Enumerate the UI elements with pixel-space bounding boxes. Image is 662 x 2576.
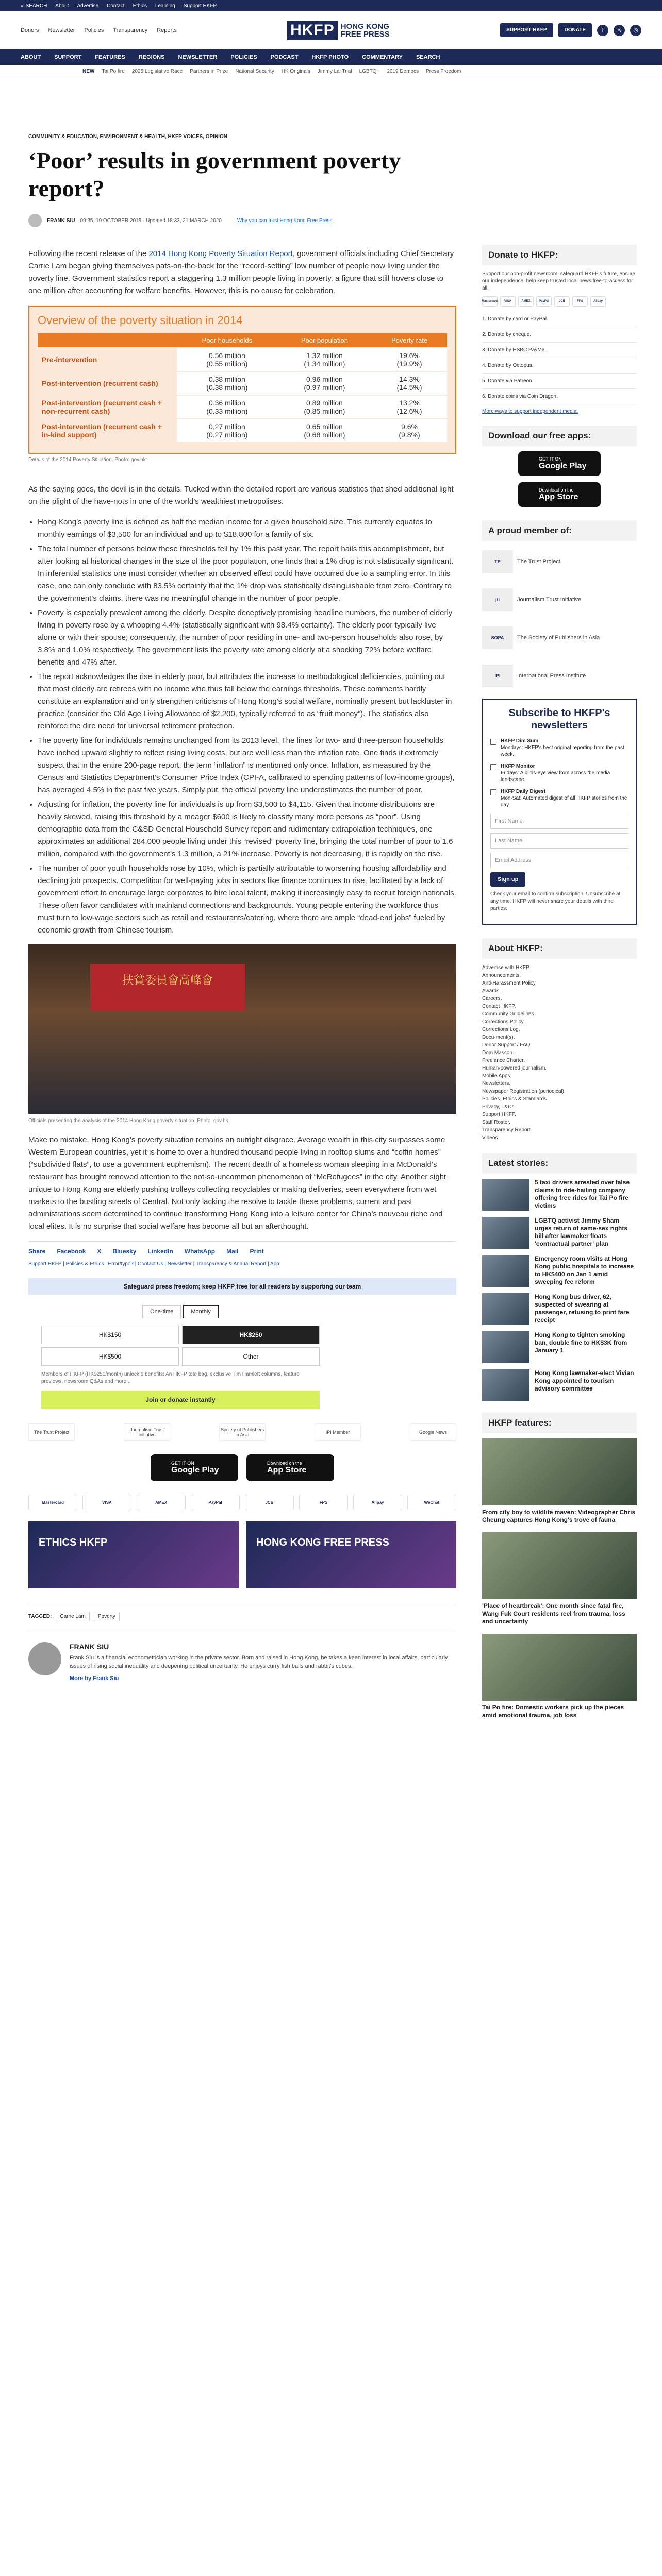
col-header: Poor population bbox=[277, 333, 372, 348]
newsletter-signup bbox=[482, 699, 637, 925]
mastercard-icon: Mastercard bbox=[28, 1495, 77, 1510]
about-link[interactable]: Policies, Ethics & Standards. bbox=[482, 1096, 548, 1102]
visa-icon: VISA bbox=[82, 1495, 131, 1510]
about-link[interactable]: Freelance Charter. bbox=[482, 1058, 525, 1063]
nav-photo[interactable]: HKFP PHOTO bbox=[311, 54, 349, 60]
about-heading: About HKFP: bbox=[482, 938, 637, 959]
author-name[interactable]: FRANK SIU bbox=[70, 1642, 109, 1651]
freq-monthly[interactable]: Monthly bbox=[183, 1305, 219, 1318]
trend-link[interactable]: HK Originals bbox=[281, 69, 310, 74]
article bbox=[28, 134, 456, 1683]
trend-link[interactable]: Jimmy Lai Trial bbox=[317, 69, 352, 74]
header-link-donors[interactable]: Donors bbox=[21, 27, 39, 33]
signup-button[interactable]: Sign up bbox=[490, 872, 525, 887]
alipay-icon: Alipay bbox=[590, 296, 606, 307]
share-label: Share bbox=[28, 1248, 46, 1255]
signup-note: Check your email to confirm subscription. Unsubscribe at any time. HKFP will never share your details with third parties. bbox=[490, 891, 621, 911]
chart-title: Overview of the poverty situation in 2014 bbox=[38, 314, 243, 327]
table-row bbox=[38, 371, 447, 395]
about-link[interactable]: Staff Roster. bbox=[482, 1120, 510, 1125]
amex-icon: AMEX bbox=[137, 1495, 186, 1510]
table-row bbox=[38, 348, 447, 371]
more-by-author-link[interactable]: More by Frank Siu bbox=[70, 1675, 119, 1682]
visa-icon: VISA bbox=[500, 296, 516, 307]
amex-icon: AMEX bbox=[518, 296, 534, 307]
member-item[interactable]: jti Journalism Trust Initiative bbox=[482, 584, 637, 615]
google-play-button[interactable]: GET IT ON Google Play bbox=[518, 451, 601, 476]
nav-newsletter[interactable]: NEWSLETTER bbox=[178, 54, 218, 60]
col-header: Poor households bbox=[177, 333, 277, 348]
first-name-field[interactable]: First Name bbox=[490, 814, 628, 829]
row-label: Post-intervention (recurrent cash + non-recurrent cash) bbox=[38, 395, 177, 419]
google-news-logo[interactable]: Google News bbox=[410, 1423, 456, 1441]
photo-banner: 扶貧委員會高峰會 bbox=[90, 964, 245, 1011]
header-link-newsletter[interactable]: Newsletter bbox=[48, 27, 75, 33]
share-bluesky[interactable]: Bluesky bbox=[112, 1248, 137, 1255]
new-label: NEW bbox=[82, 69, 95, 74]
about-link[interactable]: Newspaper Registration (periodical). bbox=[482, 1089, 566, 1094]
story-item[interactable]: LGBTQ activist Jimmy Sham urges return of same-sex rights bill after lawmaker floats 'contractual partner' plan bbox=[482, 1217, 637, 1249]
sopa-logo[interactable]: Society of Publishers in Asia bbox=[219, 1423, 266, 1441]
member-item[interactable]: IPI International Press Institute bbox=[482, 660, 637, 691]
x-icon[interactable]: 𝕏 bbox=[614, 25, 625, 36]
about-link[interactable]: Transparency Report. bbox=[482, 1127, 532, 1133]
share-x[interactable]: X bbox=[97, 1248, 102, 1255]
join-button[interactable]: Join or donate instantly bbox=[41, 1391, 320, 1409]
trend-link[interactable]: National Security bbox=[235, 69, 274, 74]
donate-option[interactable]: 1. Donate by card or PayPal. bbox=[482, 312, 637, 327]
header-link-policies[interactable]: Policies bbox=[84, 27, 104, 33]
amount-option-selected[interactable]: HK$250 bbox=[182, 1326, 320, 1344]
latest-heading: Latest stories: bbox=[482, 1153, 637, 1174]
table-cell: 0.65 million (0.68 million) bbox=[277, 419, 372, 442]
support-button[interactable]: SUPPORT HKFP bbox=[500, 23, 553, 37]
sidebar-payment-icons bbox=[482, 296, 637, 307]
ipi-logo[interactable]: IPI Member bbox=[315, 1423, 361, 1441]
story-thumbnail bbox=[482, 1255, 529, 1287]
feature-image bbox=[482, 1532, 637, 1599]
instagram-icon[interactable]: ◎ bbox=[630, 25, 641, 36]
nav-search[interactable]: SEARCH bbox=[416, 54, 440, 60]
header-actions bbox=[500, 23, 641, 37]
story-item[interactable]: Hong Kong to tighten smoking ban, double fine to HK$3K from January 1 bbox=[482, 1331, 637, 1363]
tags-label: TAGGED: bbox=[28, 1614, 52, 1619]
tag-list bbox=[28, 1604, 456, 1621]
top-link-learning[interactable]: Learning bbox=[155, 3, 175, 9]
story-item[interactable]: Hong Kong bus driver, 62, suspected of swearing at passenger, refusing to print fare receipt bbox=[482, 1293, 637, 1325]
nav-podcast[interactable]: PODCAST bbox=[270, 54, 299, 60]
nav-about[interactable]: ABOUT bbox=[21, 54, 41, 60]
top-link-support[interactable]: Support HKFP bbox=[183, 3, 217, 9]
mastercard-icon: Mastercard bbox=[482, 296, 498, 307]
share-mail[interactable]: Mail bbox=[226, 1248, 239, 1255]
feature-item[interactable]: 'Place of heartbreak': One month since fatal fire, Wang Fuk Court residents reel from trauma, loss and uncertainty bbox=[482, 1532, 637, 1625]
donation-widget bbox=[41, 1305, 320, 1409]
image-caption: Details of the 2014 Poverty Situation. Photo: gov.hk. bbox=[28, 457, 147, 463]
nav-policies[interactable]: POLICIES bbox=[230, 54, 257, 60]
features-list bbox=[482, 1438, 637, 1719]
author-avatar bbox=[28, 1642, 61, 1675]
row-label: Post-intervention (recurrent cash + in-kind support) bbox=[38, 419, 177, 442]
amount-option[interactable]: HK$150 bbox=[41, 1326, 179, 1344]
latest-stories bbox=[482, 1179, 637, 1401]
table-cell: 0.27 million (0.27 million) bbox=[177, 419, 277, 442]
newsletter-option[interactable]: HKFP Dim Sum Mondays: HKFP's best original reporting from the past week. bbox=[490, 738, 628, 758]
about-link[interactable]: Human-powered journalism. bbox=[482, 1065, 547, 1071]
trust-project-logo[interactable]: The Trust Project bbox=[28, 1423, 75, 1441]
ipi-logo: IPI bbox=[482, 665, 513, 687]
hkfp-promo[interactable]: HONG KONG FREE PRESS bbox=[246, 1521, 456, 1588]
about-link[interactable]: Donor Support / FAQ. bbox=[482, 1042, 532, 1048]
apps-heading: Download our free apps: bbox=[482, 426, 637, 446]
about-link[interactable]: Privacy, T&Cs. bbox=[482, 1104, 516, 1110]
trend-link[interactable]: Press Freedom bbox=[426, 69, 461, 74]
about-link[interactable]: Announcements. bbox=[482, 973, 521, 978]
membership-logos bbox=[28, 1423, 456, 1441]
nav-commentary[interactable]: COMMENTARY bbox=[362, 54, 403, 60]
paragraph: Make no mistake, Hong Kong’s poverty situation remains an outright disgrace. Average wealth in this city surpasses some Western European countries, yet it is home to over a hundred thousand people living in rooftop slums and “coffin homes” (“subdivided flats”, to use a government euphemism). The recent death of a homeless woman sleeping in a McDonald’s restaurant has brought renewed attention to the not-so-uncommon phenomenon of “McRefugees” in the city. Another sight unique to Hong Kong are elderly pushing trolleys collecting recyclables or making deliveries, seen everywhere from wet markets to the bustling streets of Central. Not only lacking the resolve to tackle these problems, current and past administrations seem determined to continue transforming Hong Kong into a leisure center for China’s nouveau riche and local elites. It is no surprise that social welfare has become all but an afterthought. bbox=[28, 1136, 446, 1231]
poverty-table-image bbox=[28, 306, 456, 454]
about-link[interactable]: Anti-Harassment Policy. bbox=[482, 980, 537, 986]
fps-icon: FPS bbox=[299, 1495, 348, 1510]
story-thumbnail bbox=[482, 1217, 529, 1249]
about-link[interactable]: Videos. bbox=[482, 1135, 500, 1141]
table-cell: 13.2% (12.6%) bbox=[372, 395, 447, 419]
logo-box: HKFP bbox=[287, 21, 338, 40]
newsletter-option[interactable]: HKFP Daily Digest Mon-Sat: Automated digest of all HKFP stories from the day. bbox=[490, 788, 628, 808]
jcb-icon: JCB bbox=[245, 1495, 294, 1510]
col-header: Poverty rate bbox=[372, 333, 447, 348]
story-thumbnail bbox=[482, 1369, 529, 1401]
trust-project-logo: TP bbox=[482, 550, 513, 573]
col-header bbox=[38, 333, 177, 348]
story-item[interactable]: Emergency room visits at Hong Kong public hospitals to increase to HK$400 on Jan 1 amid sweeping fee reform bbox=[482, 1255, 637, 1287]
amount-option-other[interactable]: Other bbox=[182, 1347, 320, 1366]
donate-option[interactable]: 6. Donate coins via Coin Dragon. bbox=[482, 389, 637, 404]
alipay-icon: Alipay bbox=[353, 1495, 402, 1510]
table-cell: 0.89 million (0.85 million) bbox=[277, 395, 372, 419]
top-link-ethics[interactable]: Ethics bbox=[133, 3, 147, 9]
feature-item[interactable]: From city boy to wildlife maven: Videographer Chris Cheung captures Hong Kong's trove of fauna bbox=[482, 1438, 637, 1524]
trend-link[interactable]: Tai Po fire bbox=[102, 69, 125, 74]
site-logo[interactable] bbox=[287, 21, 390, 40]
about-link[interactable]: Advertise with HKFP. bbox=[482, 965, 531, 971]
top-bar bbox=[0, 0, 662, 11]
site-header bbox=[0, 11, 662, 49]
amount-options bbox=[41, 1326, 320, 1366]
donate-option[interactable]: 3. Donate by HSBC PayMe. bbox=[482, 343, 637, 358]
author-bio: Frank Siu is a financial econometrician working in the private sector. Born and raised in Hong Kong, he takes a keen interest in local affairs, particularly issues of rising social inequality and deepening political uncertainty. He enjoys curry fish balls and rabbit's cubes. bbox=[70, 1655, 448, 1669]
more-ways-link[interactable]: More ways to support independent media. bbox=[482, 409, 578, 414]
about-link[interactable]: Corrections Log. bbox=[482, 1027, 520, 1032]
jti-logo: jti bbox=[482, 588, 513, 611]
author-name[interactable]: FRANK SIU bbox=[47, 217, 75, 224]
sopa-logo: SOPA bbox=[482, 626, 513, 649]
email-field[interactable]: Email Address bbox=[490, 853, 628, 868]
jcb-icon: JCB bbox=[554, 296, 570, 307]
paragraph: As the saying goes, the devil is in the details. Tucked within the detailed report are various statistics that shed additional light on the plight of the have-nots in one of the world’s wealthiest metropolises. bbox=[28, 485, 454, 506]
paypal-icon: PayPal bbox=[536, 296, 552, 307]
intro-paragraph: Following the recent release of the 2014 Hong Kong Poverty Situation Report, government officials including Chief Secretary Carrie Lam began giving themselves pats-on-the-back for the “record-setting” low number of people now living under the poverty line. Government statistics report a staggering 1.3 million people living in poverty, a figure that still hovers close to one million after accounting for welfare benefits. However, this is no cause for celebration. bbox=[28, 249, 454, 295]
feature-item[interactable]: Tai Po fire: Domestic workers pick up the pieces amid emotional trauma, job loss bbox=[482, 1634, 637, 1719]
feature-image bbox=[482, 1438, 637, 1505]
table-cell: 0.36 million (0.33 million) bbox=[177, 395, 277, 419]
proud-member-list bbox=[482, 546, 637, 691]
main-nav bbox=[0, 49, 662, 65]
top-link-advertise[interactable]: Advertise bbox=[77, 3, 99, 9]
donate-button[interactable]: DONATE bbox=[558, 23, 592, 37]
top-link-about[interactable]: About bbox=[55, 3, 69, 9]
image-caption: Officials presenting the analysis of the 2014 Hong Kong poverty situation. Photo: gov.hk. bbox=[28, 1118, 230, 1124]
facebook-icon[interactable]: f bbox=[597, 25, 608, 36]
last-name-field[interactable]: Last Name bbox=[490, 833, 628, 849]
sidebar-app-buttons bbox=[482, 451, 637, 507]
list-item: • The poverty line for individuals remains unchanged from its 2013 level. The lines for two- and three-person households have inched upward slightly to reflect rising living costs, but are well less than the inflation rate. One finds it extremely suspect that in the entire 200-page report, the term “inflation” is mentioned only once. Inflation, as measured by the Census and Statistics Department’s Consumer Price Index (CPI-A, calibrated to spending patterns of low-income groups), has averaged 4.5% in the past five years. Simply put, the official poverty line underestimates the number of poor. bbox=[38, 735, 456, 796]
about-link[interactable]: Mobile Apps. bbox=[482, 1073, 512, 1079]
app-store-button[interactable]: Download on the App Store bbox=[518, 482, 601, 507]
member-item[interactable]: TP The Trust Project bbox=[482, 546, 637, 577]
article-categories[interactable]: COMMUNITY & EDUCATION, ENVIRONMENT & HEALTH, HKFP VOICES, OPINION bbox=[28, 134, 227, 140]
share-linkedin[interactable]: LinkedIn bbox=[147, 1248, 173, 1255]
list-item: • The total number of persons below these thresholds fell by 1% this past year. The report hails this accomplishment, but after looking at historical changes in the size of the poor population, one finds that a 1% drop is not statistically significant. In inferential statistics one must consider whether an observed effect could have occurred due to a sampling error. In this case, one can only conclude with 83.5% certainty that the 1% drop was statistically distinguishable from zero. Contrary to the government’s claims, there was no meaningful change in the number of poor people. bbox=[38, 543, 456, 605]
ethics-promo[interactable]: ETHICS HKFP bbox=[28, 1521, 239, 1588]
row-label: Post-intervention (recurrent cash) bbox=[38, 371, 177, 395]
sidebar bbox=[482, 245, 637, 1727]
trend-link[interactable]: 2019 Democs bbox=[387, 69, 419, 74]
about-link[interactable]: Contact HKFP. bbox=[482, 1004, 516, 1009]
trend-link[interactable]: LGBTQ+ bbox=[359, 69, 380, 74]
list-item: • Hong Kong’s poverty line is defined as half the median income for a given household size. This currently equates to monthly earnings of $3,500 for an individual and up to $18,800 for a family of six. bbox=[38, 516, 456, 541]
donate-option[interactable]: 4. Donate by Octopus. bbox=[482, 358, 637, 374]
google-play-button[interactable]: GET IT ON Google Play bbox=[151, 1454, 238, 1481]
trend-link[interactable]: 2025 Legislative Race bbox=[131, 69, 183, 74]
trust-link[interactable]: Why you can trust Hong Kong Free Press bbox=[237, 217, 333, 224]
story-item[interactable]: Hong Kong lawmaker-elect Vivian Kong appointed to tourism advisory committee bbox=[482, 1369, 637, 1401]
tag[interactable]: Poverty bbox=[94, 1612, 120, 1621]
member-item[interactable]: SOPA The Society of Publishers in Asia bbox=[482, 622, 637, 653]
article-dates: 09:35, 19 OCTOBER 2015 · Updated 18:33, 21 MARCH 2020 bbox=[80, 217, 222, 224]
about-link[interactable]: Newsletters. bbox=[482, 1081, 511, 1087]
donate-option[interactable]: 2. Donate by cheque. bbox=[482, 327, 637, 343]
findings-list bbox=[38, 516, 456, 937]
about-link[interactable]: Community Guidelines. bbox=[482, 1011, 536, 1017]
nav-regions[interactable]: REGIONS bbox=[138, 54, 165, 60]
about-link[interactable]: Awards. bbox=[482, 988, 501, 994]
byline bbox=[28, 214, 456, 227]
share-print[interactable]: Print bbox=[250, 1248, 264, 1255]
author-avatar bbox=[28, 214, 42, 227]
membership-note: Members of HKFP (HK$250/month) unlock 6 benefits: An HKFP tote bag, exclusive Tim Hamlett columns, feature previews, newsroom Q&As and more... bbox=[41, 1371, 300, 1384]
top-search[interactable]: ⌕ SEARCH bbox=[21, 3, 47, 9]
frequency-toggle bbox=[41, 1305, 320, 1318]
table-row bbox=[38, 419, 447, 442]
table-cell: 0.96 million (0.97 million) bbox=[277, 371, 372, 395]
table-cell: 0.38 million (0.38 million) bbox=[177, 371, 277, 395]
newsletter-option[interactable]: HKFP Monitor Fridays: A birds-eye view from across the media landscape. bbox=[490, 763, 628, 783]
app-store-button[interactable]: Download on the App Store bbox=[246, 1454, 334, 1481]
list-item: • The report acknowledges the rise in elderly poor, but attributes the increase to methodological deficiencies, pointing out that most elderly are retirees with no income who thus fall below the earnings thresholds. These comments hardly constitute an explanation and only strengthen criticisms of Hong Kong’s social welfare, nominally present but lackluster in practice (consider the Old Age Living Allowance of $2,200, typically referred to as “fruit money”). The statistics also reinforce the dire need for universal retirement protection. bbox=[38, 671, 456, 733]
about-link[interactable]: Docu-ment(s). bbox=[482, 1035, 515, 1040]
row-label: Pre-intervention bbox=[38, 348, 177, 371]
table-cell: 14.3% (14.5%) bbox=[372, 371, 447, 395]
about-link[interactable]: Dom Masson. bbox=[482, 1050, 514, 1056]
list-item: • Poverty is especially prevalent among the elderly. Despite deceptively promising headline numbers, the number of elderly living in poverty rose by a whopping 4.4% (statistically significant with 98.4% certainty). The elderly poor typically live alone or with their spouse; consequently, the number of poor residing in one- and two-person households also rose, by 3.8% and 1.0% respectively. The government lists the poverty rate among elderly at a shocking 72% before welfare benefits and 47% after. bbox=[38, 607, 456, 669]
table-row bbox=[38, 395, 447, 419]
safeguard-banner[interactable]: Safeguard press freedom; keep HKFP free for all readers by supporting our team bbox=[28, 1278, 456, 1295]
tag[interactable]: Carrie Lam bbox=[56, 1612, 89, 1621]
trending-nav bbox=[0, 65, 662, 78]
list-item: • The number of poor youth households rose by 10%, which is partially attributable to worsening housing affordability and declining job prospects. Competition for well-paying jobs in sectors like finance continues to rise, facilitated by a lack of government effort to encourage large corporates to hire local talent, making it increasingly easy to recruit foreign nationals. These often favor candidates with mainland connections and backgrounds. Young people entering the workforce thus must turn to low-wage sectors such as retail and restaurants/catering, where there are ample “dead-end jobs” fueled by economic growth from Chinese tourism. bbox=[38, 862, 456, 937]
freq-one-time[interactable]: One-time bbox=[142, 1305, 181, 1318]
about-link[interactable]: Corrections Policy. bbox=[482, 1019, 525, 1025]
checkbox[interactable] bbox=[490, 764, 496, 770]
story-thumbnail bbox=[482, 1331, 529, 1363]
share-bar bbox=[28, 1241, 456, 1255]
list-item: • Adjusting for inflation, the poverty line for individuals is up from $3,500 to $4,115. Given that income distributions are heavily skewed, raising this threshold by a meager $600 is likely to classify many more persons as “poor”. Using demographic data from the C&SD General Household Survey report and rudimentary extrapolation techniques, one approximates an additional 284,000 people living under this “revised” poverty line, bringing the total number of poor to 1.6 million, compared with the government’s 1.3 million, a 21% increase. Poverty is not decreasing, it is rapidly on the rise. bbox=[38, 799, 456, 860]
promo-banners bbox=[28, 1521, 456, 1588]
proud-member-heading: A proud member of: bbox=[482, 520, 637, 541]
checkbox[interactable] bbox=[490, 739, 496, 745]
table-cell: 9.6% (9.8%) bbox=[372, 419, 447, 442]
fps-icon: FPS bbox=[572, 296, 588, 307]
donate-option[interactable]: 5. Donate via Patreon. bbox=[482, 374, 637, 389]
amount-option[interactable]: HK$500 bbox=[41, 1347, 179, 1366]
story-item[interactable]: 5 taxi drivers arrested over false claims to ride-hailing company offering free rides for Tai Po fire victims bbox=[482, 1179, 637, 1211]
jti-logo[interactable]: Journalism Trust Initiative bbox=[124, 1423, 170, 1441]
top-link-contact[interactable]: Contact bbox=[107, 3, 125, 9]
about-links bbox=[482, 964, 637, 1142]
table-cell: 1.32 million (1.34 million) bbox=[277, 348, 372, 371]
about-link[interactable]: Support HKFP. bbox=[482, 1112, 516, 1117]
table-cell: 0.56 million (0.55 million) bbox=[177, 348, 277, 371]
article-footer-links[interactable]: Support HKFP | Policies & Ethics | Error/typo? | Contact Us | Newsletter | Transparency & Annual Report | App bbox=[28, 1261, 279, 1267]
paypal-icon: PayPal bbox=[191, 1495, 240, 1510]
app-store-buttons bbox=[28, 1454, 456, 1481]
donate-heading: Donate to HKFP: bbox=[482, 245, 637, 265]
wechat-pay-icon: WeChat bbox=[407, 1495, 456, 1510]
header-link-transparency[interactable]: Transparency bbox=[113, 27, 148, 33]
share-facebook[interactable]: Facebook bbox=[57, 1248, 86, 1255]
table-cell: 19.6% (19.9%) bbox=[372, 348, 447, 371]
story-thumbnail bbox=[482, 1293, 529, 1325]
nav-features[interactable]: FEATURES bbox=[95, 54, 125, 60]
payment-methods bbox=[28, 1495, 456, 1510]
nav-support[interactable]: SUPPORT bbox=[54, 54, 82, 60]
header-nav bbox=[21, 27, 177, 33]
summit-photo bbox=[28, 944, 456, 1114]
search-icon: ⌕ bbox=[21, 3, 24, 9]
story-thumbnail bbox=[482, 1179, 529, 1211]
poverty-table bbox=[38, 333, 447, 442]
checkbox[interactable] bbox=[490, 789, 496, 795]
share-whatsapp[interactable]: WhatsApp bbox=[184, 1248, 216, 1255]
logo-text: HONG KONG FREE PRESS bbox=[340, 22, 390, 39]
author-box bbox=[28, 1632, 456, 1683]
trend-link[interactable]: Partners in Prize bbox=[190, 69, 228, 74]
about-link[interactable]: Careers. bbox=[482, 996, 502, 1002]
report-link[interactable]: 2014 Hong Kong Poverty Situation Report bbox=[148, 249, 293, 258]
newsletter-heading: Subscribe to HKFP's newsletters bbox=[508, 707, 610, 731]
donate-options bbox=[482, 312, 637, 404]
features-heading: HKFP features: bbox=[482, 1413, 637, 1433]
donate-text[interactable]: Support our non-profit newsroom: safeguard HKFP's future, ensure our independence, help keep trusted local news free-to-access for all. bbox=[482, 271, 636, 291]
feature-image bbox=[482, 1634, 637, 1701]
article-title: ‘Poor’ results in government poverty report? bbox=[28, 147, 401, 201]
header-link-reports[interactable]: Reports bbox=[157, 27, 177, 33]
